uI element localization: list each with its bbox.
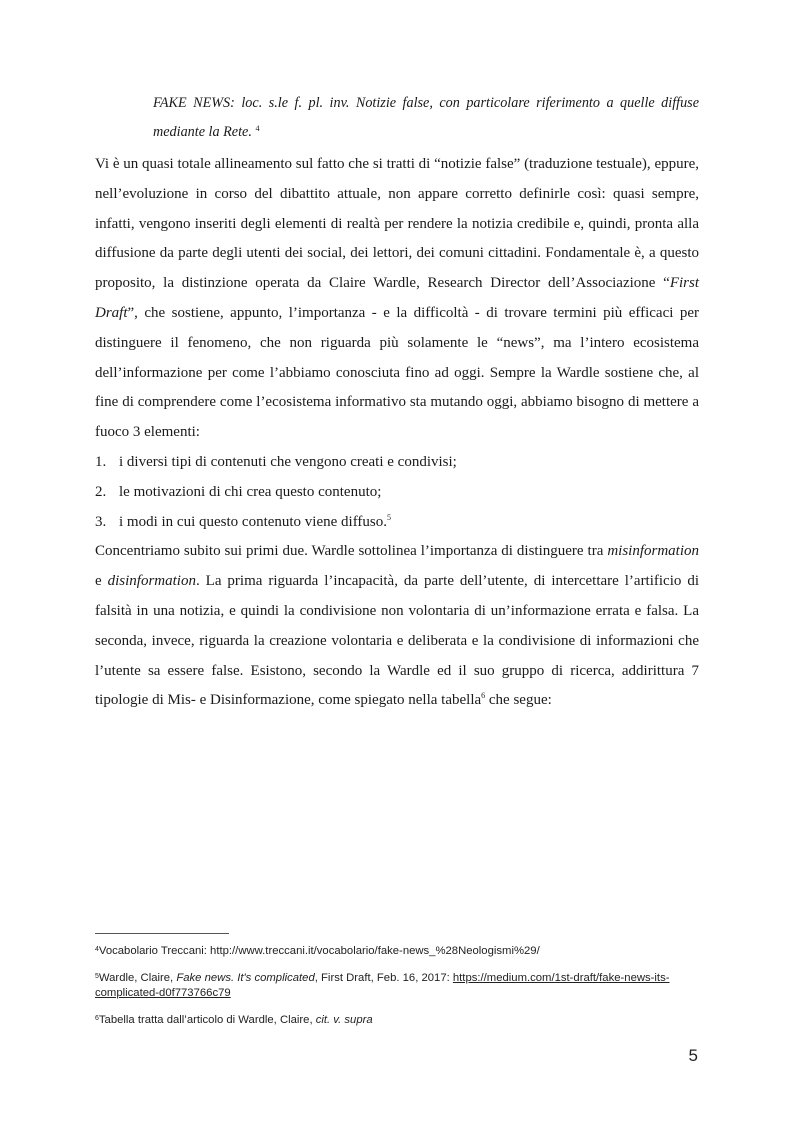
term-misinformation: misinformation [607,543,699,560]
page-number: 5 [688,1046,698,1065]
first-draft-title: First Draft [95,275,699,321]
paragraph-2-text-b: e [95,573,108,590]
dictionary-quote [153,90,699,145]
paragraph-1-text-a: Vi è un quasi totale allineamento sul fatto che si tratti di “notizie false” (traduzione testuale), eppure, nell’evoluzione in corso del dibattito attuale, non appare corretto definirle così: quasi sempre, infatti, vengono inseriti degli elementi di realtà per rendere la notizia credibile e, quindi, pronta alla diffusione da parte degli utenti dei social, dei lettori, dei comuni cittadini. Fondamentale è, a questo proposito, la distinzione operata da Claire Wardle, Research Director dell’Associazione “ [95,156,699,292]
footnote-5 [95,971,699,1001]
footnote-text: Wardle, Claire, [98,972,177,984]
footnote-ref-5[interactable]: 5 [387,512,392,522]
footnote-number: 5 [95,973,99,980]
list-item-number: 2. [95,483,107,500]
list-item [95,448,699,478]
footnote-text: Tabella tratta dall’articolo di Wardle, Claire, [98,1014,316,1026]
list-item-number: 3. [95,513,107,530]
list-item-text: le motivazioni di chi crea questo contenuto; [119,483,382,500]
footnote-separator [95,933,229,934]
paragraph-2-text-d: che segue: [485,692,552,709]
list-item-text: i diversi tipi di contenuti che vengono creati e condivisi; [119,453,457,470]
footnote-6 [95,1013,699,1028]
quote-text: FAKE NEWS: loc. s.le f. pl. inv. Notizie false, con particolare riferimento a quelle diffuse mediante la Rete. [153,95,699,140]
footnote-ref-4[interactable]: 4 [255,124,260,133]
paragraph-2-text-c: . La prima riguarda l’incapacità, da parte dell’utente, di intercettare l’artificio di falsità in una notizia, e quindi la condivisione non volontaria di un’informazione errata e falsa. La seconda, invece, riguarda la creazione volontaria e deliberata e la condivisione di informazioni che l’utente sa essere false. Esistono, secondo la Wardle ed il suo gruppo di ricerca, addirittura 7 tipologie di Mis- e Disinformazione, come spiegato nella tabella [95,573,699,709]
paragraph-2 [95,537,699,716]
footnotes [95,944,699,1040]
citation-reference: cit. v. supra [315,1014,373,1026]
footnote-text: , First Draft, Feb. 16, 2017: [314,972,453,984]
paragraph-2-text-a: Concentriamo subito sui primi due. Wardle sottolinea l’importanza di distinguere tra [95,543,608,560]
elements-list [95,448,699,537]
term-disinformation: disinformation [107,573,196,590]
article-title: Fake news. It's complicated [176,972,315,984]
list-item-text: i modi in cui questo contenuto viene diffuso.$^5$ [119,512,392,530]
paragraph-1 [95,150,699,448]
footnote-number: 6 [95,1015,99,1022]
list-item-number: 1. [95,453,107,470]
article-link[interactable]: https://medium.com/1st-draft/fake-news-its-complicated-d0f773766c79 [95,972,670,999]
list-item [95,508,699,538]
footnote-number: 4 [95,946,99,953]
paragraph-1-text-b: ”, che sostiene, appunto, l’importanza - e la difficoltà - di trovare termini più efficaci per distinguere il fenomeno, che non riguarda più solamente le “news”, ma l’intero ecosistema dell’informazione per come l’abbiamo conosciuta fino ad oggi. Sempre la Wardle sostiene che, al fine di comprendere come l’ecosistema informativo sta mutando oggi, abbiamo bisogno di mettere a fuoco 3 elementi: [95,304,699,441]
list-item [95,478,699,508]
footnote-text: Vocabolario Treccani: http://www.treccani.it/vocabolario/fake-news_%28Neologismi%29/ [98,945,540,957]
footnote-ref-6[interactable]: 6 [481,691,486,701]
main-body [95,150,699,716]
footnote-4 [95,944,699,959]
